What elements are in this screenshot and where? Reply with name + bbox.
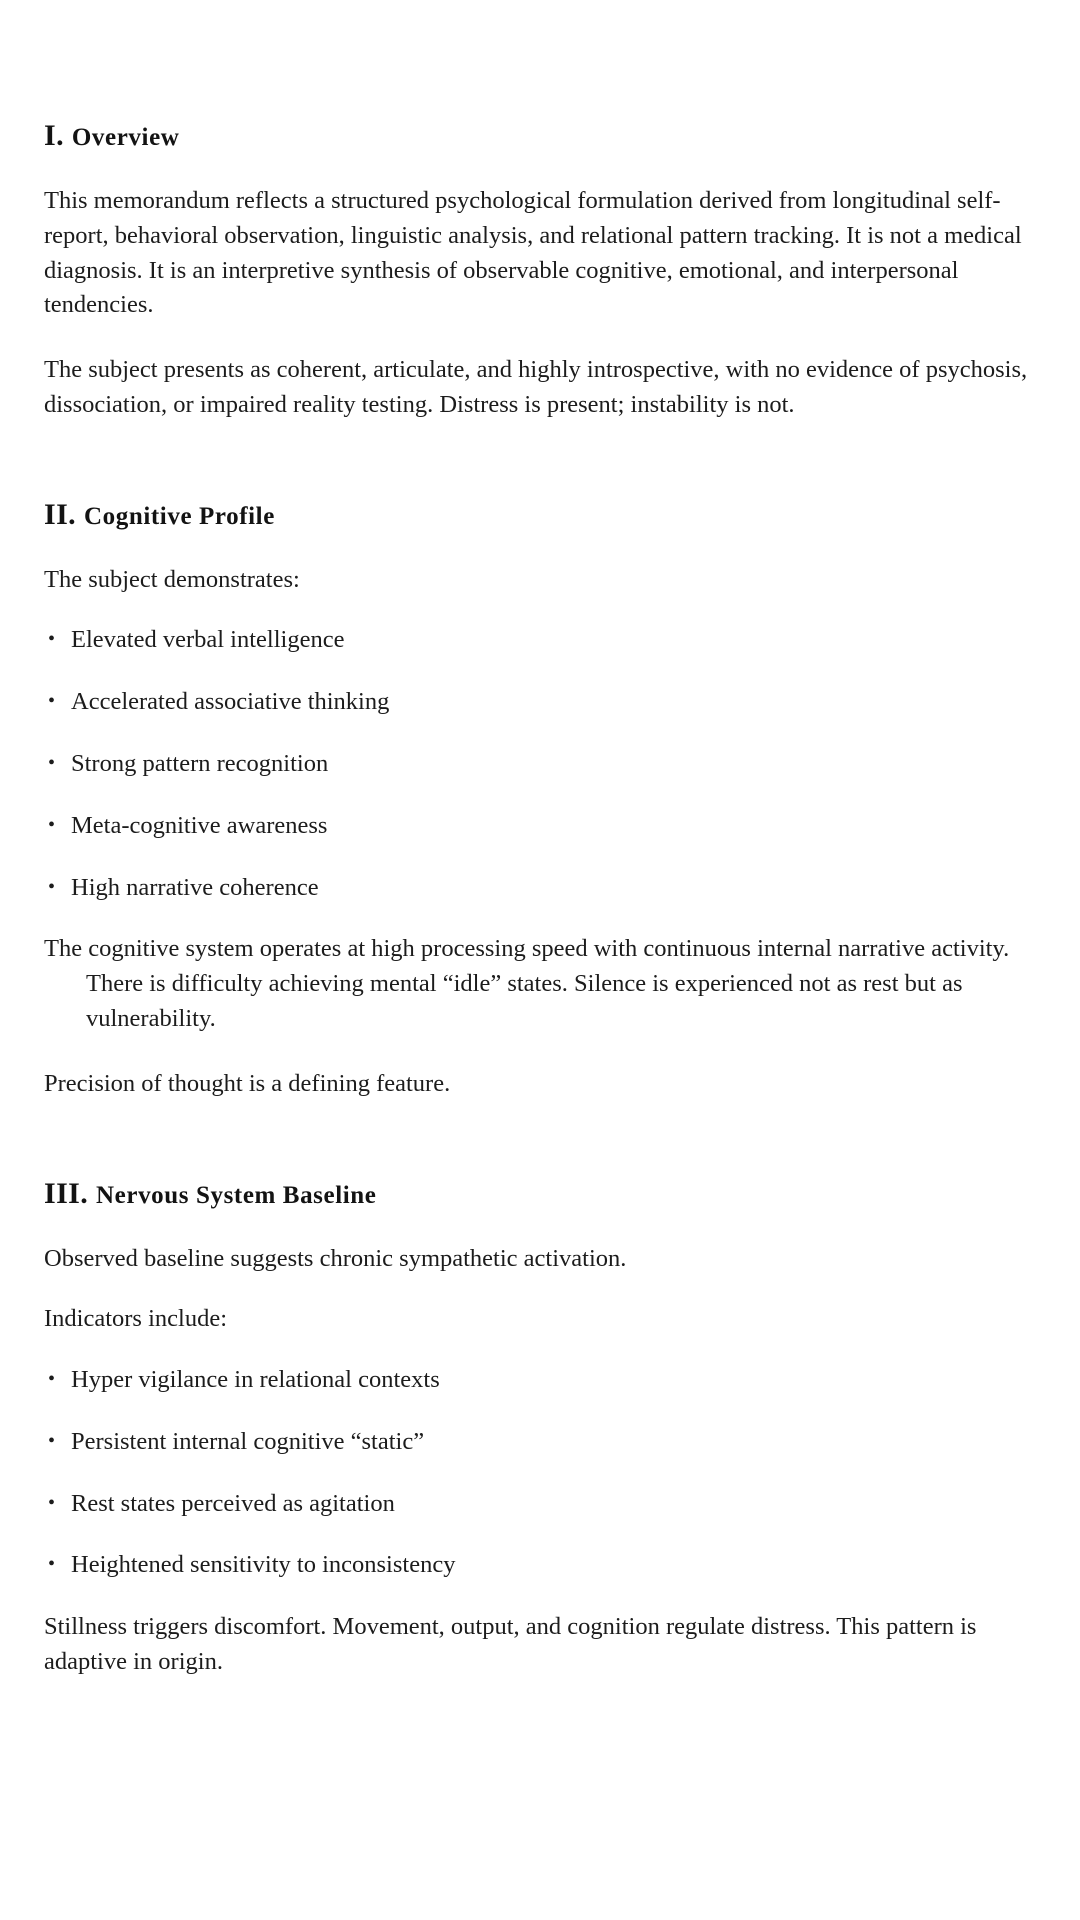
document-body	[44, 118, 1044, 1680]
bullet-icon: •	[48, 752, 56, 775]
list-item	[44, 1425, 1044, 1460]
paragraph: Observed baseline suggests chronic sympathetic activation.	[44, 1244, 627, 1272]
list-item-label: Strong pattern recognition	[71, 750, 329, 778]
list-item	[44, 685, 1044, 720]
section-numeral: I.	[44, 119, 64, 152]
bullet-icon: •	[48, 690, 56, 713]
list-lead-in: The subject demonstrates:	[44, 565, 300, 593]
bullet-icon: •	[48, 1368, 56, 1391]
list-item-label: High narrative coherence	[71, 873, 319, 901]
bullet-icon: •	[48, 813, 56, 836]
list-lead-in: Indicators include:	[44, 1305, 228, 1333]
list-item-label: Accelerated associative thinking	[71, 688, 390, 716]
list-item	[44, 1487, 1044, 1522]
bullet-icon: •	[48, 628, 56, 651]
paragraph: Precision of thought is a defining feature.	[44, 1069, 451, 1097]
list-item-label: Rest states perceived as agitation	[71, 1489, 395, 1517]
list-item	[44, 1548, 1044, 1583]
section-title: Cognitive Profile	[83, 502, 275, 530]
bullet-icon: •	[48, 1491, 56, 1514]
section-numeral: II.	[44, 497, 77, 531]
list-item	[44, 809, 1044, 844]
section-title: Overview	[71, 124, 180, 151]
list-item	[44, 747, 1044, 782]
list-item-label: Heightened sensitivity to inconsistency	[71, 1551, 456, 1579]
paragraph: This memorandum reflects a structured psychological formulation derived from longitudinal self-report, behavioral observation, linguistic analysis, and relational pattern tracking. It is not a medical diagnosis. It is an interpretive synthesis of observable cognitive, emotional, and interpersonal tendencies.	[44, 187, 1022, 319]
list-item	[44, 871, 1044, 906]
bullet-list-nervous-system	[44, 1363, 1044, 1583]
section-heading-overview	[44, 118, 1044, 154]
bullet-list-cognitive	[44, 623, 1044, 905]
bullet-icon: •	[48, 875, 56, 898]
bullet-icon: •	[48, 1429, 56, 1452]
list-item-label: Meta-cognitive awareness	[71, 811, 328, 839]
bullet-icon: •	[48, 1553, 56, 1576]
paragraph: The subject presents as coherent, articulate, and highly introspective, with no evidence of psychosis, dissociation, or impaired reality testing. Distress is present; instability is not.	[44, 356, 1028, 418]
list-item	[44, 1363, 1044, 1398]
section-heading-cognitive-profile	[44, 497, 1044, 533]
section-heading-nervous-system-baseline	[44, 1176, 1044, 1212]
paragraph: The cognitive system operates at high processing speed with continuous internal narrative activity. There is difficulty achieving mental “idle” states. Silence is experienced not as rest but as vulnerability.	[44, 935, 1010, 1032]
section-title: Nervous System Baseline	[96, 1181, 377, 1209]
section-numeral: III.	[44, 1176, 89, 1210]
list-item-label: Persistent internal cognitive “static”	[71, 1427, 425, 1455]
list-item-label: Hyper vigilance in relational contexts	[71, 1366, 440, 1394]
paragraph: Stillness triggers discomfort. Movement, output, and cognition regulate distress. This pattern is adaptive in origin.	[44, 1613, 977, 1675]
list-item-label: Elevated verbal intelligence	[71, 626, 345, 654]
list-item	[44, 623, 1044, 658]
